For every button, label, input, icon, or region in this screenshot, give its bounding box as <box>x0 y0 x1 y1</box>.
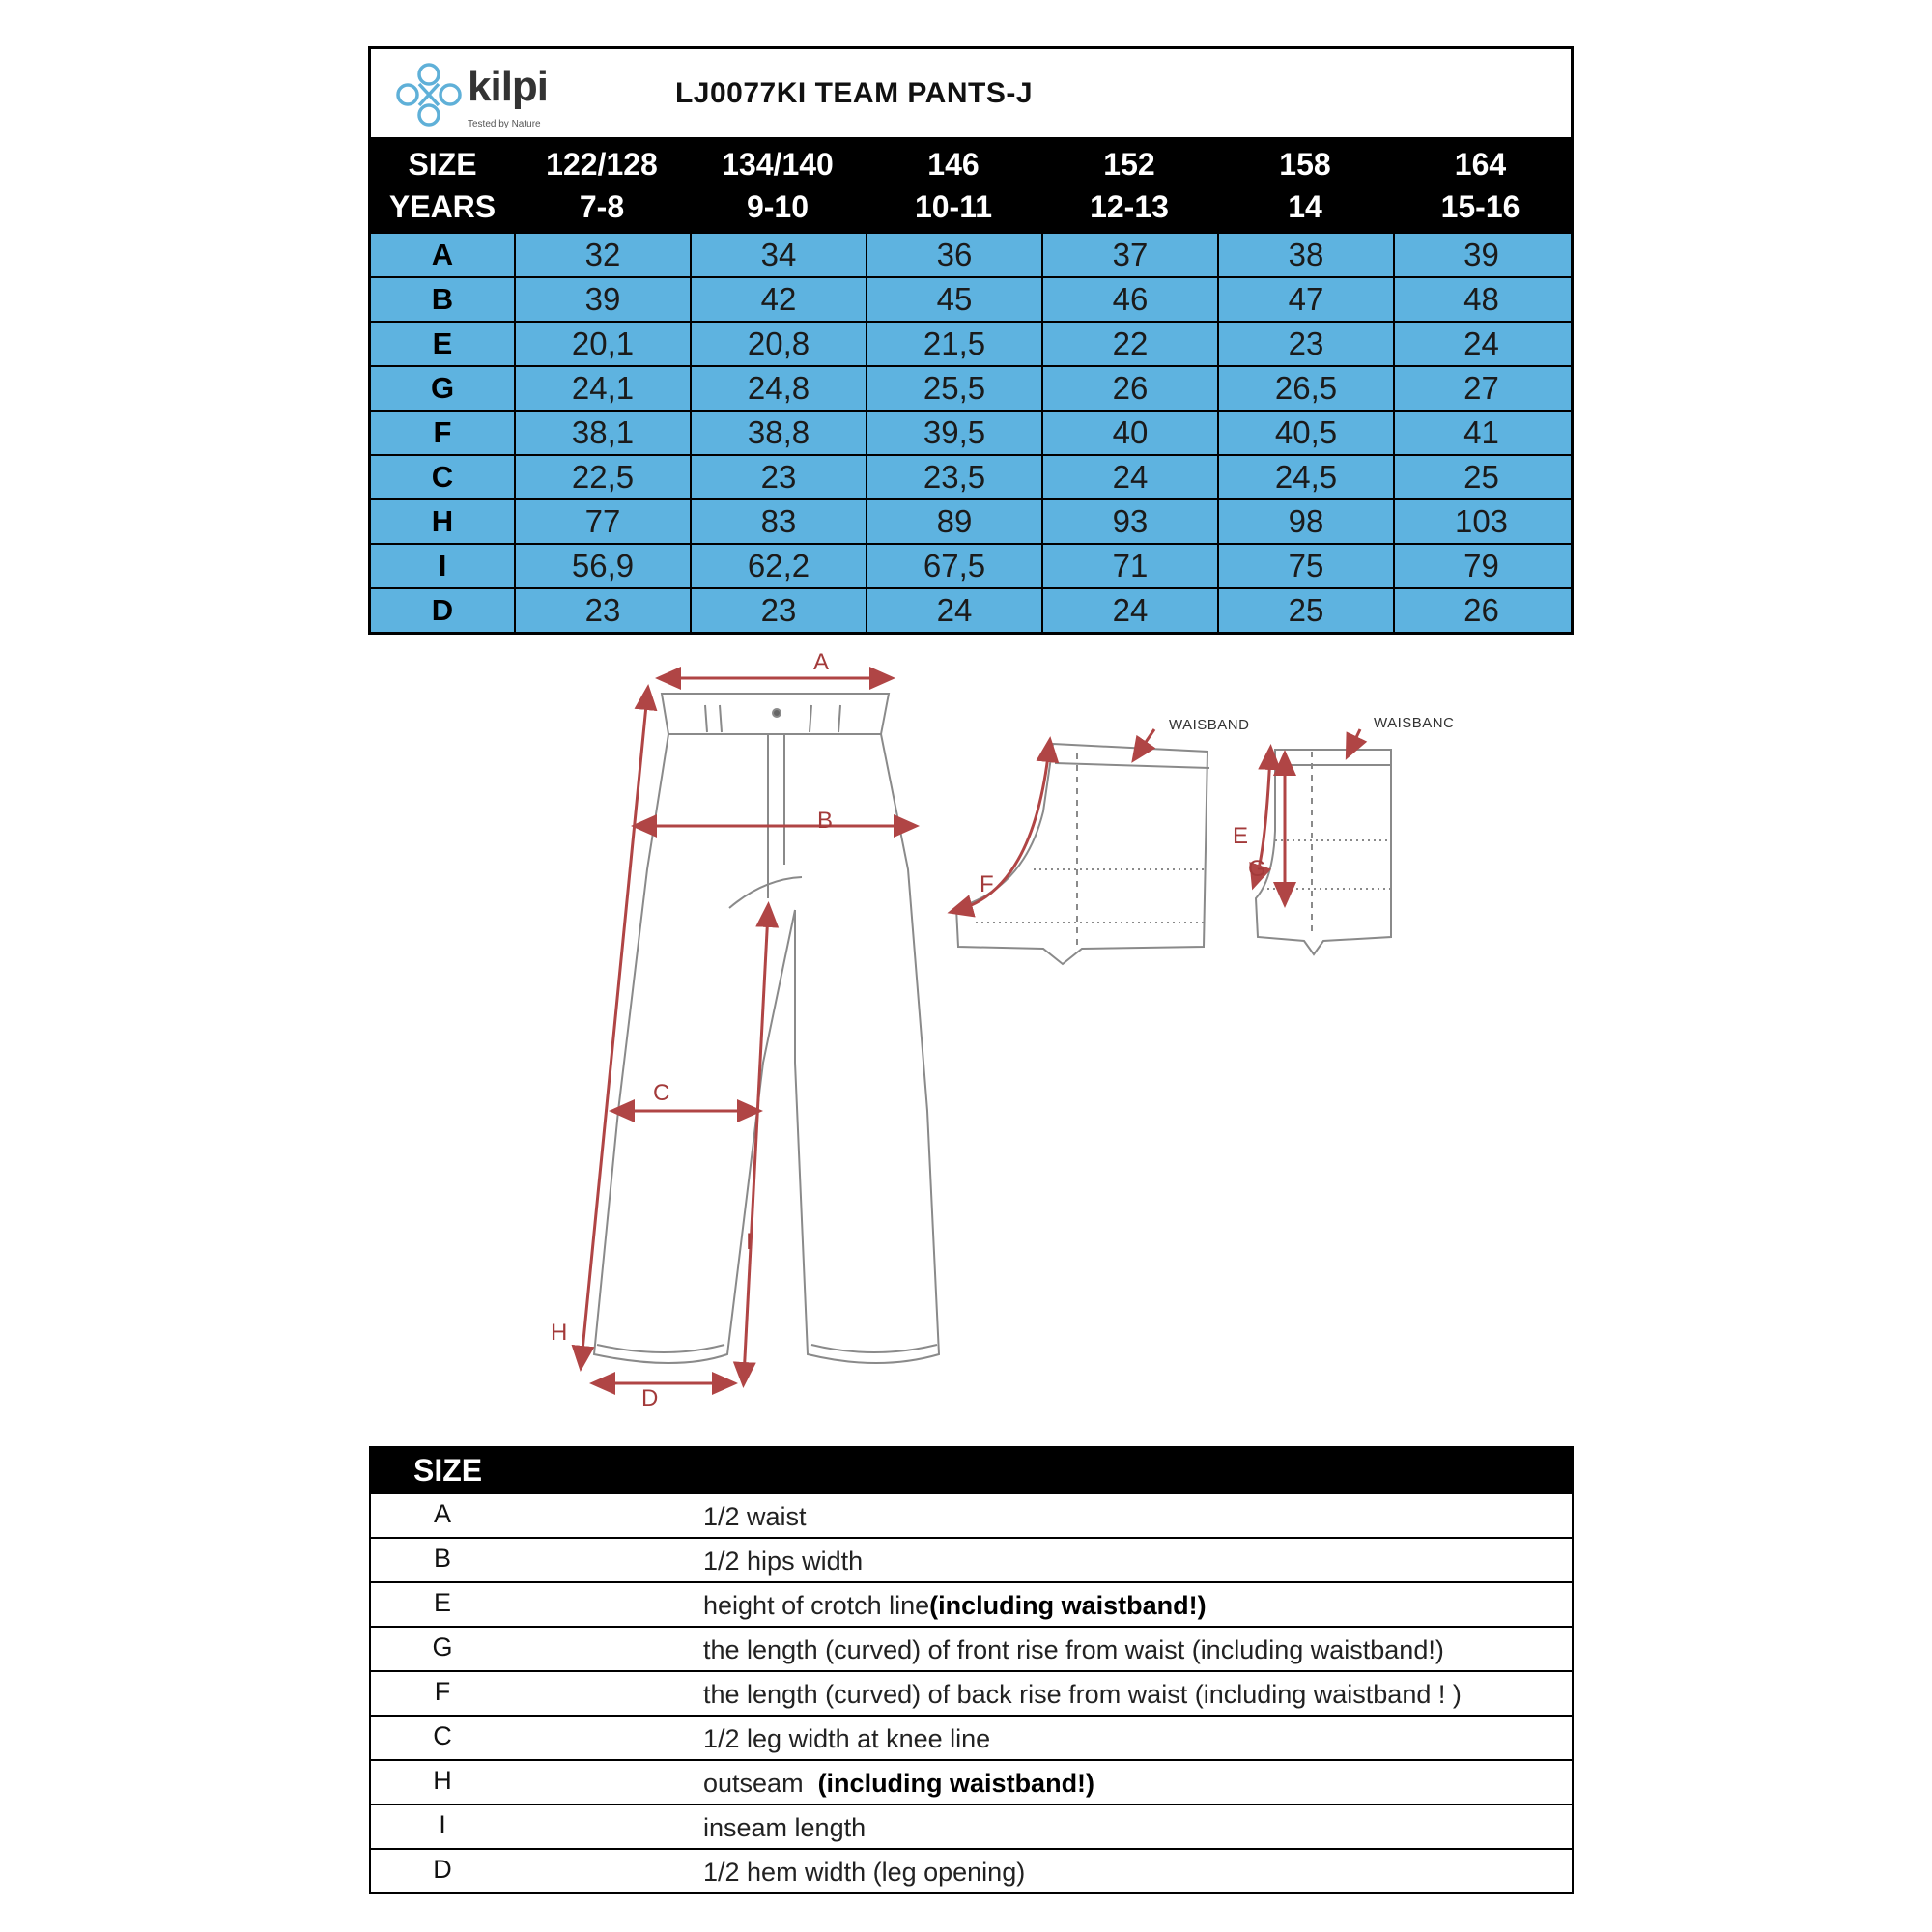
measurement-row <box>371 321 1571 365</box>
measurement-value: 34 <box>690 234 866 276</box>
dim-label-d: D <box>641 1385 659 1411</box>
measurement-value: 20,8 <box>690 323 866 365</box>
measurement-value: 23 <box>690 589 866 632</box>
pants-outline <box>594 694 939 1363</box>
measurement-value: 25,5 <box>866 367 1041 410</box>
legend-text: inseam length <box>703 1813 867 1842</box>
size-column-header <box>1217 139 1393 232</box>
measurement-value: 103 <box>1393 500 1568 543</box>
measurement-code: F <box>433 415 452 449</box>
measurement-value: 77 <box>514 500 690 543</box>
measurement-value: 24,1 <box>514 367 690 410</box>
legend-row <box>371 1492 1572 1537</box>
dim-label-c: C <box>653 1080 670 1106</box>
legend-text: 1/2 waist <box>703 1502 807 1531</box>
measurement-value: 42 <box>690 278 866 321</box>
measurement-value: 32 <box>514 234 690 276</box>
waistband-label-front: WAISBANC <box>1374 715 1455 731</box>
size-value: 146 <box>927 147 980 182</box>
measurement-row <box>371 587 1571 632</box>
measurement-value: 39 <box>514 278 690 321</box>
legend-description <box>514 1805 866 1848</box>
years-value: 15-16 <box>1440 189 1520 224</box>
measurement-value: 79 <box>1393 545 1568 587</box>
legend-text: 1/2 hem width (leg opening) <box>703 1858 1026 1887</box>
measurement-code: C <box>431 460 454 494</box>
measurement-value: 56,9 <box>514 545 690 587</box>
measurement-value: 62,2 <box>690 545 866 587</box>
legend-text: 1/2 hips width <box>703 1547 864 1576</box>
legend-text: height of crotch line <box>703 1591 930 1620</box>
size-value: 122/128 <box>546 147 658 182</box>
legend-row <box>371 1759 1572 1804</box>
measurement-value: 71 <box>1041 545 1217 587</box>
measurement-value: 38 <box>1217 234 1393 276</box>
years-value: 9-10 <box>746 189 810 224</box>
legend-row <box>371 1581 1572 1626</box>
measurement-value: 26 <box>1041 367 1217 410</box>
measurement-value: 36 <box>866 234 1041 276</box>
measurement-value: 89 <box>866 500 1041 543</box>
measurement-value: 24 <box>1041 589 1217 632</box>
measurement-code: I <box>438 549 447 582</box>
measurement-row <box>371 365 1571 410</box>
measurement-value: 83 <box>690 500 866 543</box>
size-column-header <box>514 139 690 232</box>
table-header <box>371 49 1571 139</box>
size-column-header <box>1041 139 1217 232</box>
legend-description <box>514 1583 1207 1626</box>
measurement-value: 23 <box>514 589 690 632</box>
measurement-value: 24,5 <box>1217 456 1393 498</box>
measurement-value: 98 <box>1217 500 1393 543</box>
legend-description <box>514 1850 1025 1892</box>
measurement-value: 38,1 <box>514 412 690 454</box>
measurement-value: 25 <box>1393 456 1568 498</box>
years-value: 7-8 <box>579 189 625 224</box>
measurement-value: 41 <box>1393 412 1568 454</box>
size-column-header <box>866 139 1041 232</box>
dim-label-e: E <box>1233 823 1249 849</box>
measurement-value: 24 <box>1041 456 1217 498</box>
legend-code: B <box>433 1544 451 1573</box>
product-title: LJ0077KI TEAM PANTS-J <box>674 77 1034 109</box>
measurement-value: 23,5 <box>866 456 1041 498</box>
measurement-value: 48 <box>1393 278 1568 321</box>
legend-code: G <box>432 1633 453 1662</box>
waistband-label-back: WAISBAND <box>1169 717 1250 733</box>
size-column-header <box>690 139 866 232</box>
legend-row <box>371 1804 1572 1848</box>
pants-drawing <box>522 657 1488 1410</box>
measurement-code: B <box>431 282 454 316</box>
legend-rows <box>371 1492 1572 1892</box>
size-value: 152 <box>1103 147 1155 182</box>
measurement-value: 22 <box>1041 323 1217 365</box>
legend-code: A <box>433 1499 451 1528</box>
measurement-row <box>371 454 1571 498</box>
legend-description <box>514 1539 863 1581</box>
years-value: 14 <box>1288 189 1322 224</box>
measurement-value: 23 <box>1217 323 1393 365</box>
legend-text: 1/2 leg width at knee line <box>703 1724 991 1753</box>
front-rise-outline <box>1256 750 1391 954</box>
legend-description <box>514 1494 807 1537</box>
measurement-value: 24 <box>866 589 1041 632</box>
measurement-value: 21,5 <box>866 323 1041 365</box>
measurement-row <box>371 232 1571 276</box>
measurement-value: 40,5 <box>1217 412 1393 454</box>
measurement-value: 24,8 <box>690 367 866 410</box>
legend-code: D <box>433 1855 452 1884</box>
legend-row <box>371 1670 1572 1715</box>
measurement-value: 45 <box>866 278 1041 321</box>
legend-emphasis: (including waistband!) <box>817 1769 1095 1798</box>
legend-header: SIZE <box>371 1448 1572 1492</box>
measurement-value: 23 <box>690 456 866 498</box>
legend-code: H <box>433 1766 452 1795</box>
measurement-value: 93 <box>1041 500 1217 543</box>
measurement-value: 47 <box>1217 278 1393 321</box>
back-rise-outline <box>956 744 1209 964</box>
knot-logo-icon <box>392 59 466 130</box>
measurement-legend-table <box>369 1446 1574 1894</box>
size-value: 158 <box>1279 147 1331 182</box>
size-chart-table <box>368 46 1574 635</box>
legend-row <box>371 1848 1572 1892</box>
dim-label-a: A <box>813 649 830 675</box>
legend-text: outseam <box>703 1769 818 1798</box>
measurement-value: 39,5 <box>866 412 1041 454</box>
size-header-row <box>371 139 1571 232</box>
legend-code: E <box>433 1588 451 1617</box>
legend-code: C <box>433 1721 452 1750</box>
legend-text: the length (curved) of back rise from waist (including waistband ! ) <box>703 1680 1462 1709</box>
legend-row <box>371 1626 1572 1670</box>
measurement-code: G <box>430 371 455 405</box>
legend-row <box>371 1715 1572 1759</box>
legend-code: F <box>434 1677 451 1706</box>
measurement-value: 22,5 <box>514 456 690 498</box>
measurement-code: H <box>431 504 454 538</box>
measurement-value: 24 <box>1393 323 1568 365</box>
measurement-row <box>371 276 1571 321</box>
measurement-value: 75 <box>1217 545 1393 587</box>
measurement-value: 46 <box>1041 278 1217 321</box>
pants-measurement-diagram <box>522 649 1488 1411</box>
measurement-value: 26,5 <box>1217 367 1393 410</box>
measurement-row <box>371 543 1571 587</box>
dim-label-f: F <box>980 871 994 897</box>
measurement-code: D <box>431 593 454 627</box>
size-value: 164 <box>1454 147 1507 182</box>
dim-label-i: I <box>746 1229 753 1255</box>
legend-description <box>514 1628 1444 1670</box>
years-label: YEARS <box>388 189 497 224</box>
size-column-header <box>1393 139 1568 232</box>
size-years-label <box>371 139 514 232</box>
measurement-row <box>371 410 1571 454</box>
measurement-value: 25 <box>1217 589 1393 632</box>
measurement-value: 27 <box>1393 367 1568 410</box>
measurement-value: 67,5 <box>866 545 1041 587</box>
measurement-value: 39 <box>1393 234 1568 276</box>
brand-name: kilpi <box>468 63 549 110</box>
years-value: 10-11 <box>914 189 993 224</box>
size-value: 134/140 <box>722 147 834 182</box>
measurement-code: A <box>431 238 454 271</box>
years-value: 12-13 <box>1090 189 1169 224</box>
legend-emphasis: (including waistband!) <box>929 1591 1207 1620</box>
legend-description <box>514 1672 1462 1715</box>
measurement-row <box>371 498 1571 543</box>
dimension-lines <box>582 678 1360 1383</box>
measurement-value: 38,8 <box>690 412 866 454</box>
dim-label-g: G <box>1248 856 1266 882</box>
size-label: SIZE <box>408 147 477 182</box>
measurement-value: 40 <box>1041 412 1217 454</box>
measurement-value: 20,1 <box>514 323 690 365</box>
measurement-value: 26 <box>1393 589 1568 632</box>
legend-description <box>514 1717 990 1759</box>
dim-label-h: H <box>551 1320 568 1346</box>
legend-row <box>371 1537 1572 1581</box>
brand-logo <box>392 59 576 130</box>
dim-label-b: B <box>817 808 834 834</box>
measurement-rows <box>371 232 1571 632</box>
legend-text: the length (curved) of front rise from waist (including waistband!) <box>703 1635 1444 1664</box>
legend-code: I <box>439 1810 446 1839</box>
measurement-value: 37 <box>1041 234 1217 276</box>
legend-description <box>514 1761 1094 1804</box>
brand-tagline: Tested by Nature <box>468 119 541 129</box>
measurement-code: E <box>432 327 453 360</box>
